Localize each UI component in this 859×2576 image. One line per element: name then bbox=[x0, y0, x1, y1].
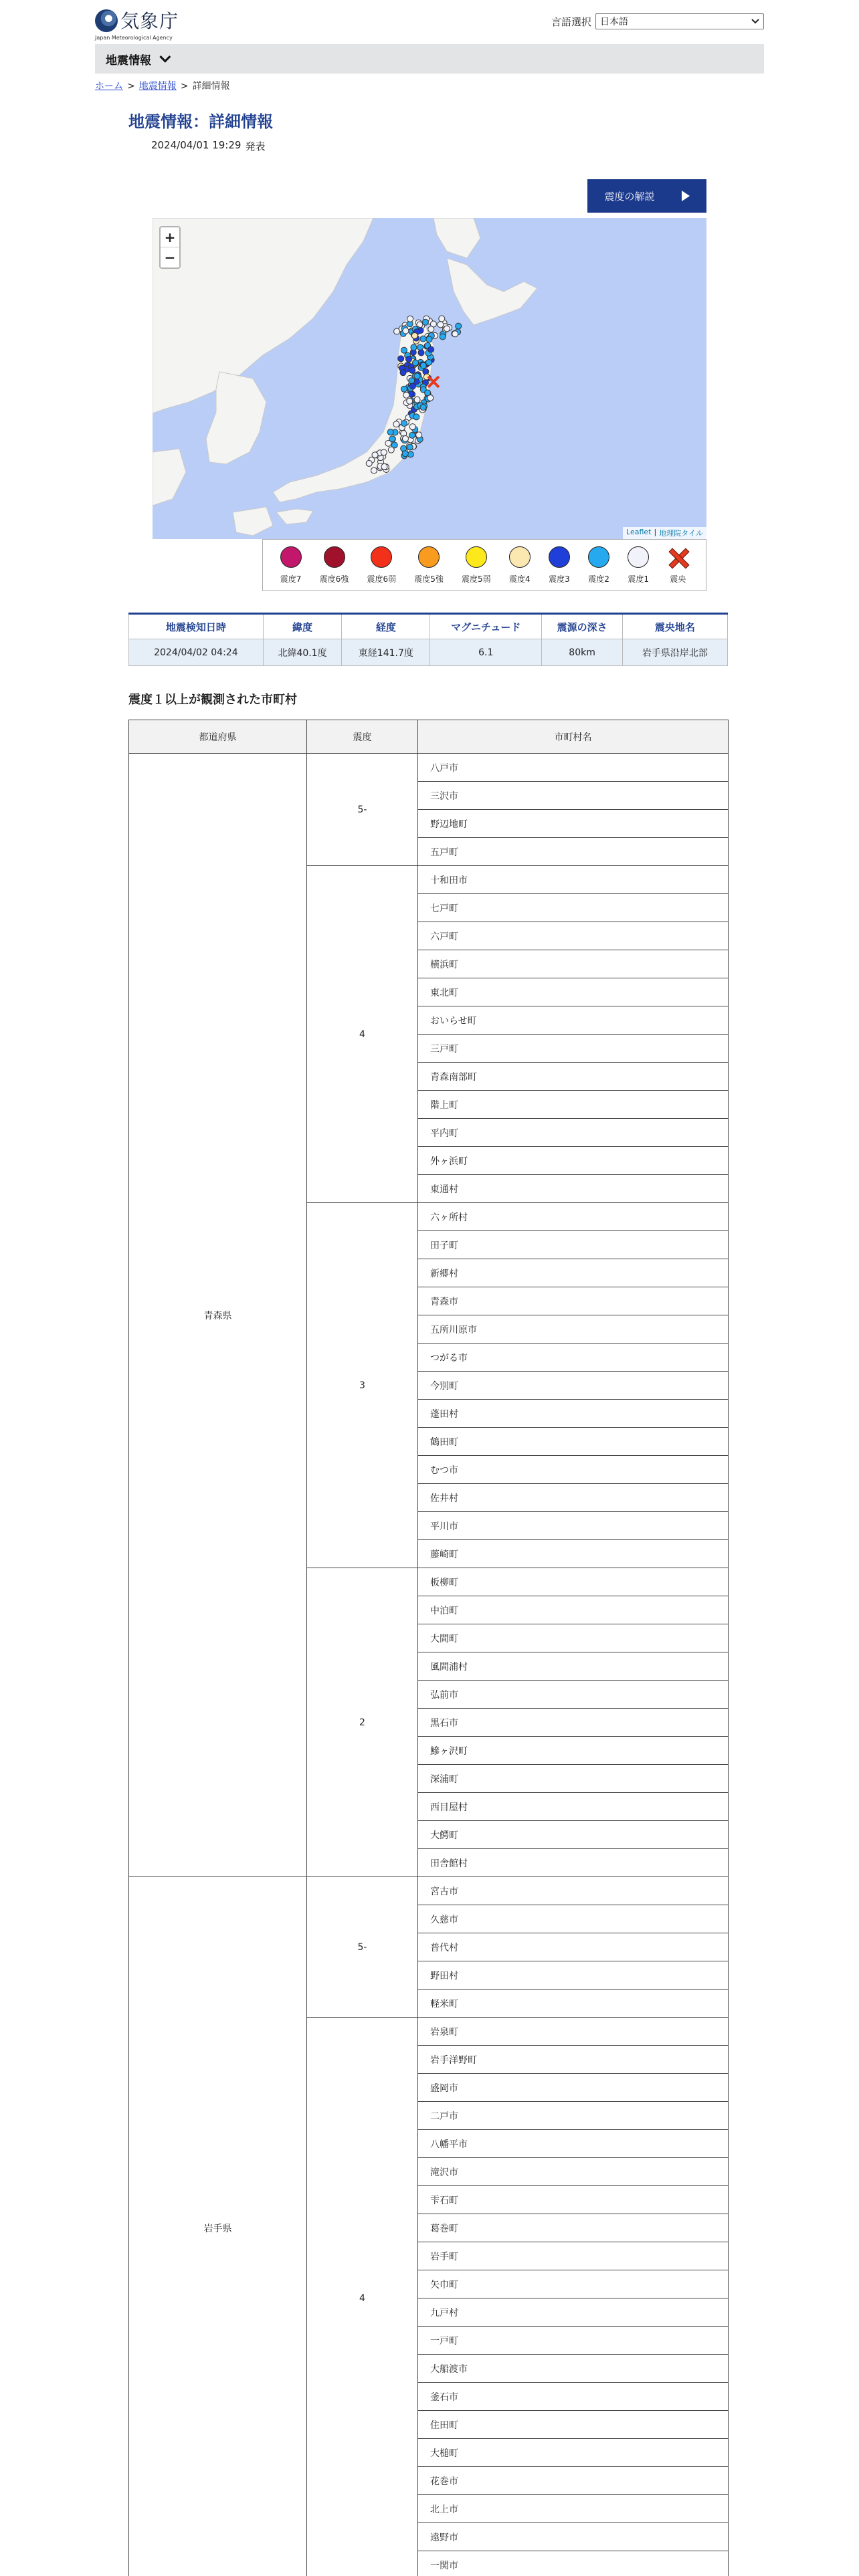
city-cell: 大鰐町 bbox=[418, 1821, 729, 1849]
city-cell: 雫石町 bbox=[418, 2186, 729, 2214]
station-marker[interactable] bbox=[439, 316, 445, 322]
station-marker[interactable] bbox=[414, 373, 420, 379]
intensity-dot-icon bbox=[549, 546, 570, 568]
city-cell: つがる市 bbox=[418, 1344, 729, 1372]
city-cell: 西目屋村 bbox=[418, 1793, 729, 1821]
station-marker[interactable] bbox=[428, 346, 434, 352]
language-select[interactable] bbox=[595, 13, 764, 29]
city-cell: 大船渡市 bbox=[418, 2355, 729, 2383]
city-cell: 藤崎町 bbox=[418, 1540, 729, 1568]
city-cell: 鰺ヶ沢町 bbox=[418, 1737, 729, 1765]
language-select-value: 日本語 bbox=[600, 17, 628, 27]
city-cell: 佐井村 bbox=[418, 1484, 729, 1512]
city-cell: 青森市 bbox=[418, 1287, 729, 1315]
intensity-cell: 4 bbox=[307, 2018, 418, 2576]
legend-item bbox=[320, 546, 349, 584]
city-cell: 釜石市 bbox=[418, 2383, 729, 2411]
city-cell: 軽米町 bbox=[418, 1990, 729, 2018]
language-label: 言語選択 bbox=[551, 15, 591, 28]
table-row bbox=[129, 1877, 729, 1905]
station-marker[interactable] bbox=[401, 347, 407, 353]
city-cell: 大槌町 bbox=[418, 2439, 729, 2467]
breadcrumb-current: 詳細情報 bbox=[192, 81, 230, 92]
summary-header-cell: 地震検知日時 bbox=[129, 614, 264, 639]
legend-label: 震度5強 bbox=[414, 574, 444, 584]
city-cell: 一戸町 bbox=[418, 2327, 729, 2355]
issued-time bbox=[151, 139, 265, 153]
station-marker[interactable] bbox=[413, 414, 419, 420]
intensity-dot-icon bbox=[628, 546, 649, 568]
city-cell: 岩泉町 bbox=[418, 2018, 729, 2046]
city-cell: 六ヶ所村 bbox=[418, 1203, 729, 1231]
station-marker[interactable] bbox=[440, 334, 446, 340]
map-canvas bbox=[153, 218, 706, 539]
city-cell: 平川市 bbox=[418, 1512, 729, 1540]
station-marker[interactable] bbox=[387, 429, 393, 435]
station-marker[interactable] bbox=[403, 392, 409, 398]
station-marker[interactable] bbox=[417, 344, 423, 350]
prefecture-cell: 岩手県 bbox=[129, 1877, 307, 2576]
station-marker[interactable] bbox=[428, 326, 434, 332]
intensity-cell: 4 bbox=[307, 866, 418, 1203]
city-cell: 東北町 bbox=[418, 978, 729, 1006]
observed-header-cell: 都道府県 bbox=[129, 720, 307, 754]
station-marker[interactable] bbox=[420, 405, 426, 411]
legend-label: 震度6弱 bbox=[367, 574, 397, 584]
observed-header-cell: 震度 bbox=[307, 720, 418, 754]
city-cell: 野辺地町 bbox=[418, 810, 729, 838]
legend-item bbox=[588, 546, 609, 584]
chevron-down-icon bbox=[159, 51, 171, 63]
city-cell: 三沢市 bbox=[418, 782, 729, 810]
legend-label: 震度6強 bbox=[319, 574, 349, 584]
station-marker[interactable] bbox=[416, 432, 422, 438]
station-marker[interactable] bbox=[381, 449, 387, 455]
station-marker[interactable] bbox=[456, 323, 462, 329]
intensity-cell: 5- bbox=[307, 754, 418, 866]
city-cell: 八戸市 bbox=[418, 754, 729, 782]
city-cell: 盛岡市 bbox=[418, 2074, 729, 2102]
nav-menu-title: 地震情報 bbox=[106, 53, 151, 68]
breadcrumb-home-link[interactable]: ホーム bbox=[95, 81, 123, 92]
logo-name: 気象庁 bbox=[120, 10, 179, 32]
map-attribution bbox=[623, 527, 706, 539]
station-marker[interactable] bbox=[411, 332, 417, 338]
station-marker[interactable] bbox=[398, 356, 404, 362]
city-cell: 岩手町 bbox=[418, 2242, 729, 2270]
city-cell: 大間町 bbox=[418, 1624, 729, 1652]
summary-data-row bbox=[129, 639, 728, 666]
city-cell: 滝沢市 bbox=[418, 2158, 729, 2186]
jma-logo[interactable] bbox=[95, 7, 189, 41]
city-cell: 風間浦村 bbox=[418, 1652, 729, 1681]
intensity-cell: 2 bbox=[307, 1568, 418, 1877]
intensity-legend bbox=[262, 539, 706, 591]
station-marker[interactable] bbox=[409, 367, 415, 373]
chevron-down-icon bbox=[751, 19, 759, 24]
station-marker[interactable] bbox=[409, 432, 415, 438]
station-marker[interactable] bbox=[371, 467, 377, 473]
city-cell: 深浦町 bbox=[418, 1765, 729, 1793]
city-cell: 青森南部町 bbox=[418, 1063, 729, 1091]
station-marker[interactable] bbox=[409, 424, 415, 430]
station-marker[interactable] bbox=[402, 435, 408, 441]
city-cell: 九戸村 bbox=[418, 2298, 729, 2327]
station-marker[interactable] bbox=[409, 383, 415, 389]
city-cell: 平内町 bbox=[418, 1119, 729, 1147]
legend-item bbox=[549, 546, 570, 584]
observed-header-cell: 市町村名 bbox=[418, 720, 729, 754]
station-marker[interactable] bbox=[425, 390, 431, 396]
map-zoom-control bbox=[159, 226, 181, 269]
city-cell: 蓬田村 bbox=[418, 1400, 729, 1428]
station-marker[interactable] bbox=[381, 463, 387, 469]
city-cell: 五所川原市 bbox=[418, 1315, 729, 1344]
station-marker[interactable] bbox=[414, 397, 420, 403]
summary-cell: 6.1 bbox=[430, 639, 542, 666]
summary-cell: 80km bbox=[542, 639, 623, 666]
legend-label: 震度3 bbox=[549, 574, 570, 584]
breadcrumb-separator: > bbox=[127, 81, 135, 92]
station-marker[interactable] bbox=[426, 336, 432, 342]
intensity-dot-icon bbox=[371, 546, 392, 568]
station-marker[interactable] bbox=[372, 452, 378, 458]
station-marker[interactable] bbox=[388, 447, 394, 453]
issued-datetime: 2024/04/01 19:29 bbox=[151, 139, 242, 151]
epicenter-x-icon bbox=[667, 546, 688, 568]
nav-menu-bar[interactable] bbox=[95, 44, 764, 74]
city-cell: おいらせ町 bbox=[418, 1006, 729, 1035]
legend-item bbox=[414, 546, 444, 584]
observed-section-title: 震度１以上が観測された市町村 bbox=[128, 693, 297, 707]
station-marker[interactable] bbox=[401, 386, 407, 392]
intensity-guide-label: 震度の解説 bbox=[604, 190, 655, 203]
station-marker[interactable] bbox=[412, 360, 418, 366]
station-marker[interactable] bbox=[407, 316, 413, 322]
prefecture-cell: 青森県 bbox=[129, 754, 307, 1877]
city-cell: 田子町 bbox=[418, 1231, 729, 1259]
intensity-map[interactable] bbox=[153, 218, 706, 539]
intensity-guide-button[interactable] bbox=[587, 179, 706, 213]
summary-header-cell: 震源の深さ bbox=[542, 614, 623, 639]
zoom-in-button[interactable]: + bbox=[161, 227, 179, 247]
city-cell: 一関市 bbox=[418, 2551, 729, 2576]
city-cell: 七戸町 bbox=[418, 894, 729, 922]
summary-cell: 東経141.7度 bbox=[342, 639, 430, 666]
legend-item bbox=[280, 546, 302, 584]
city-cell: 中泊町 bbox=[418, 1596, 729, 1624]
intensity-dot-icon bbox=[466, 546, 487, 568]
city-cell: 岩手洋野町 bbox=[418, 2046, 729, 2074]
legend-item bbox=[462, 546, 491, 584]
summary-header-cell: 震央地名 bbox=[622, 614, 727, 639]
city-cell: 三戸町 bbox=[418, 1035, 729, 1063]
intensity-dot-icon bbox=[588, 546, 609, 568]
city-cell: 久慈市 bbox=[418, 1905, 729, 1933]
legend-label: 震度1 bbox=[628, 574, 650, 584]
station-marker[interactable] bbox=[406, 356, 412, 362]
summary-cell: 岩手県沿岸北部 bbox=[622, 639, 727, 666]
summary-header-cell: マグニチュード bbox=[430, 614, 542, 639]
city-cell: 新郷村 bbox=[418, 1259, 729, 1287]
city-cell: 弘前市 bbox=[418, 1681, 729, 1709]
station-marker[interactable] bbox=[409, 378, 415, 384]
language-selector bbox=[551, 13, 764, 29]
legend-label: 震度7 bbox=[280, 574, 302, 584]
station-marker[interactable] bbox=[418, 350, 424, 356]
summary-cell: 2024/04/02 04:24 bbox=[129, 639, 264, 666]
logo-subtitle: Japan Meteorological Agency bbox=[95, 35, 173, 41]
gsi-tiles-link[interactable]: 地理院タイル bbox=[659, 529, 703, 538]
city-cell: 矢巾町 bbox=[418, 2270, 729, 2298]
legend-label: 震度2 bbox=[588, 574, 609, 584]
summary-header-cell: 経度 bbox=[342, 614, 430, 639]
station-marker[interactable] bbox=[426, 359, 432, 365]
station-marker[interactable] bbox=[407, 398, 413, 404]
top-header bbox=[95, 4, 764, 44]
station-marker[interactable] bbox=[401, 421, 407, 427]
station-marker[interactable] bbox=[438, 322, 444, 328]
city-cell: 八幡平市 bbox=[418, 2130, 729, 2158]
city-cell: 六戸町 bbox=[418, 922, 729, 950]
play-arrow-icon bbox=[682, 191, 690, 201]
station-marker[interactable] bbox=[452, 331, 458, 337]
issued-suffix: 発表 bbox=[245, 140, 266, 152]
station-marker[interactable] bbox=[420, 362, 426, 368]
observed-header-row bbox=[129, 720, 729, 754]
station-marker[interactable] bbox=[444, 326, 450, 332]
station-marker[interactable] bbox=[394, 328, 400, 334]
city-cell: 十和田市 bbox=[418, 866, 729, 894]
summary-header-cell: 緯度 bbox=[263, 614, 342, 639]
station-marker[interactable] bbox=[403, 328, 409, 334]
breadcrumb bbox=[95, 79, 229, 92]
station-marker[interactable] bbox=[402, 451, 408, 457]
city-cell: 階上町 bbox=[418, 1091, 729, 1119]
intensity-dot-icon bbox=[418, 546, 440, 568]
station-marker[interactable] bbox=[422, 319, 428, 325]
legend-item bbox=[509, 546, 531, 584]
station-marker[interactable] bbox=[393, 421, 399, 427]
station-marker[interactable] bbox=[420, 336, 426, 342]
legend-label: 震度4 bbox=[509, 574, 531, 584]
station-marker[interactable] bbox=[411, 344, 417, 350]
legend-item bbox=[667, 546, 688, 584]
earthquake-summary-table bbox=[128, 613, 728, 666]
intensity-dot-icon bbox=[280, 546, 302, 568]
station-marker[interactable] bbox=[366, 460, 372, 466]
table-row bbox=[129, 754, 729, 782]
legend-label: 震度5弱 bbox=[462, 574, 491, 584]
city-cell: 二戸市 bbox=[418, 2102, 729, 2130]
station-marker[interactable] bbox=[389, 436, 395, 442]
summary-cell: 北緯40.1度 bbox=[263, 639, 342, 666]
legend-label: 震央 bbox=[670, 574, 686, 584]
city-cell: 黒石市 bbox=[418, 1709, 729, 1737]
city-cell: 普代村 bbox=[418, 1933, 729, 1961]
city-cell: 宮古市 bbox=[418, 1877, 729, 1905]
legend-item bbox=[367, 546, 396, 584]
city-cell: 遠野市 bbox=[418, 2523, 729, 2551]
city-cell: 今別町 bbox=[418, 1372, 729, 1400]
breadcrumb-separator: > bbox=[180, 81, 189, 92]
leaflet-link[interactable]: Leaflet bbox=[626, 528, 652, 536]
city-cell: 野田村 bbox=[418, 1961, 729, 1990]
zoom-out-button[interactable]: − bbox=[164, 249, 176, 265]
page-title: 地震情報：詳細情報 bbox=[128, 112, 273, 131]
breadcrumb-section-link[interactable]: 地震情報 bbox=[138, 81, 177, 92]
city-cell: 東通村 bbox=[418, 1175, 729, 1203]
intensity-dot-icon bbox=[509, 546, 531, 568]
city-cell: 田舎館村 bbox=[418, 1849, 729, 1877]
intensity-cell: 5- bbox=[307, 1877, 418, 2018]
city-cell: 葛巻町 bbox=[418, 2214, 729, 2242]
city-cell: 住田町 bbox=[418, 2411, 729, 2439]
city-cell: 五戸町 bbox=[418, 838, 729, 866]
station-marker[interactable] bbox=[407, 444, 413, 450]
jma-logo-icon bbox=[95, 9, 118, 32]
station-marker[interactable] bbox=[400, 370, 406, 376]
city-cell: 外ヶ浜町 bbox=[418, 1147, 729, 1175]
intensity-dot-icon bbox=[324, 546, 345, 568]
city-cell: 北上市 bbox=[418, 2495, 729, 2523]
city-cell: 花巻市 bbox=[418, 2467, 729, 2495]
legend-item bbox=[628, 546, 649, 584]
city-cell: 横浜町 bbox=[418, 950, 729, 978]
city-cell: 板柳町 bbox=[418, 1568, 729, 1596]
summary-header-row bbox=[129, 614, 728, 639]
observed-intensity-table bbox=[128, 720, 729, 2576]
city-cell: むつ市 bbox=[418, 1456, 729, 1484]
attribution-separator: | bbox=[654, 528, 657, 536]
city-cell: 鶴田町 bbox=[418, 1428, 729, 1456]
intensity-cell: 3 bbox=[307, 1203, 418, 1568]
